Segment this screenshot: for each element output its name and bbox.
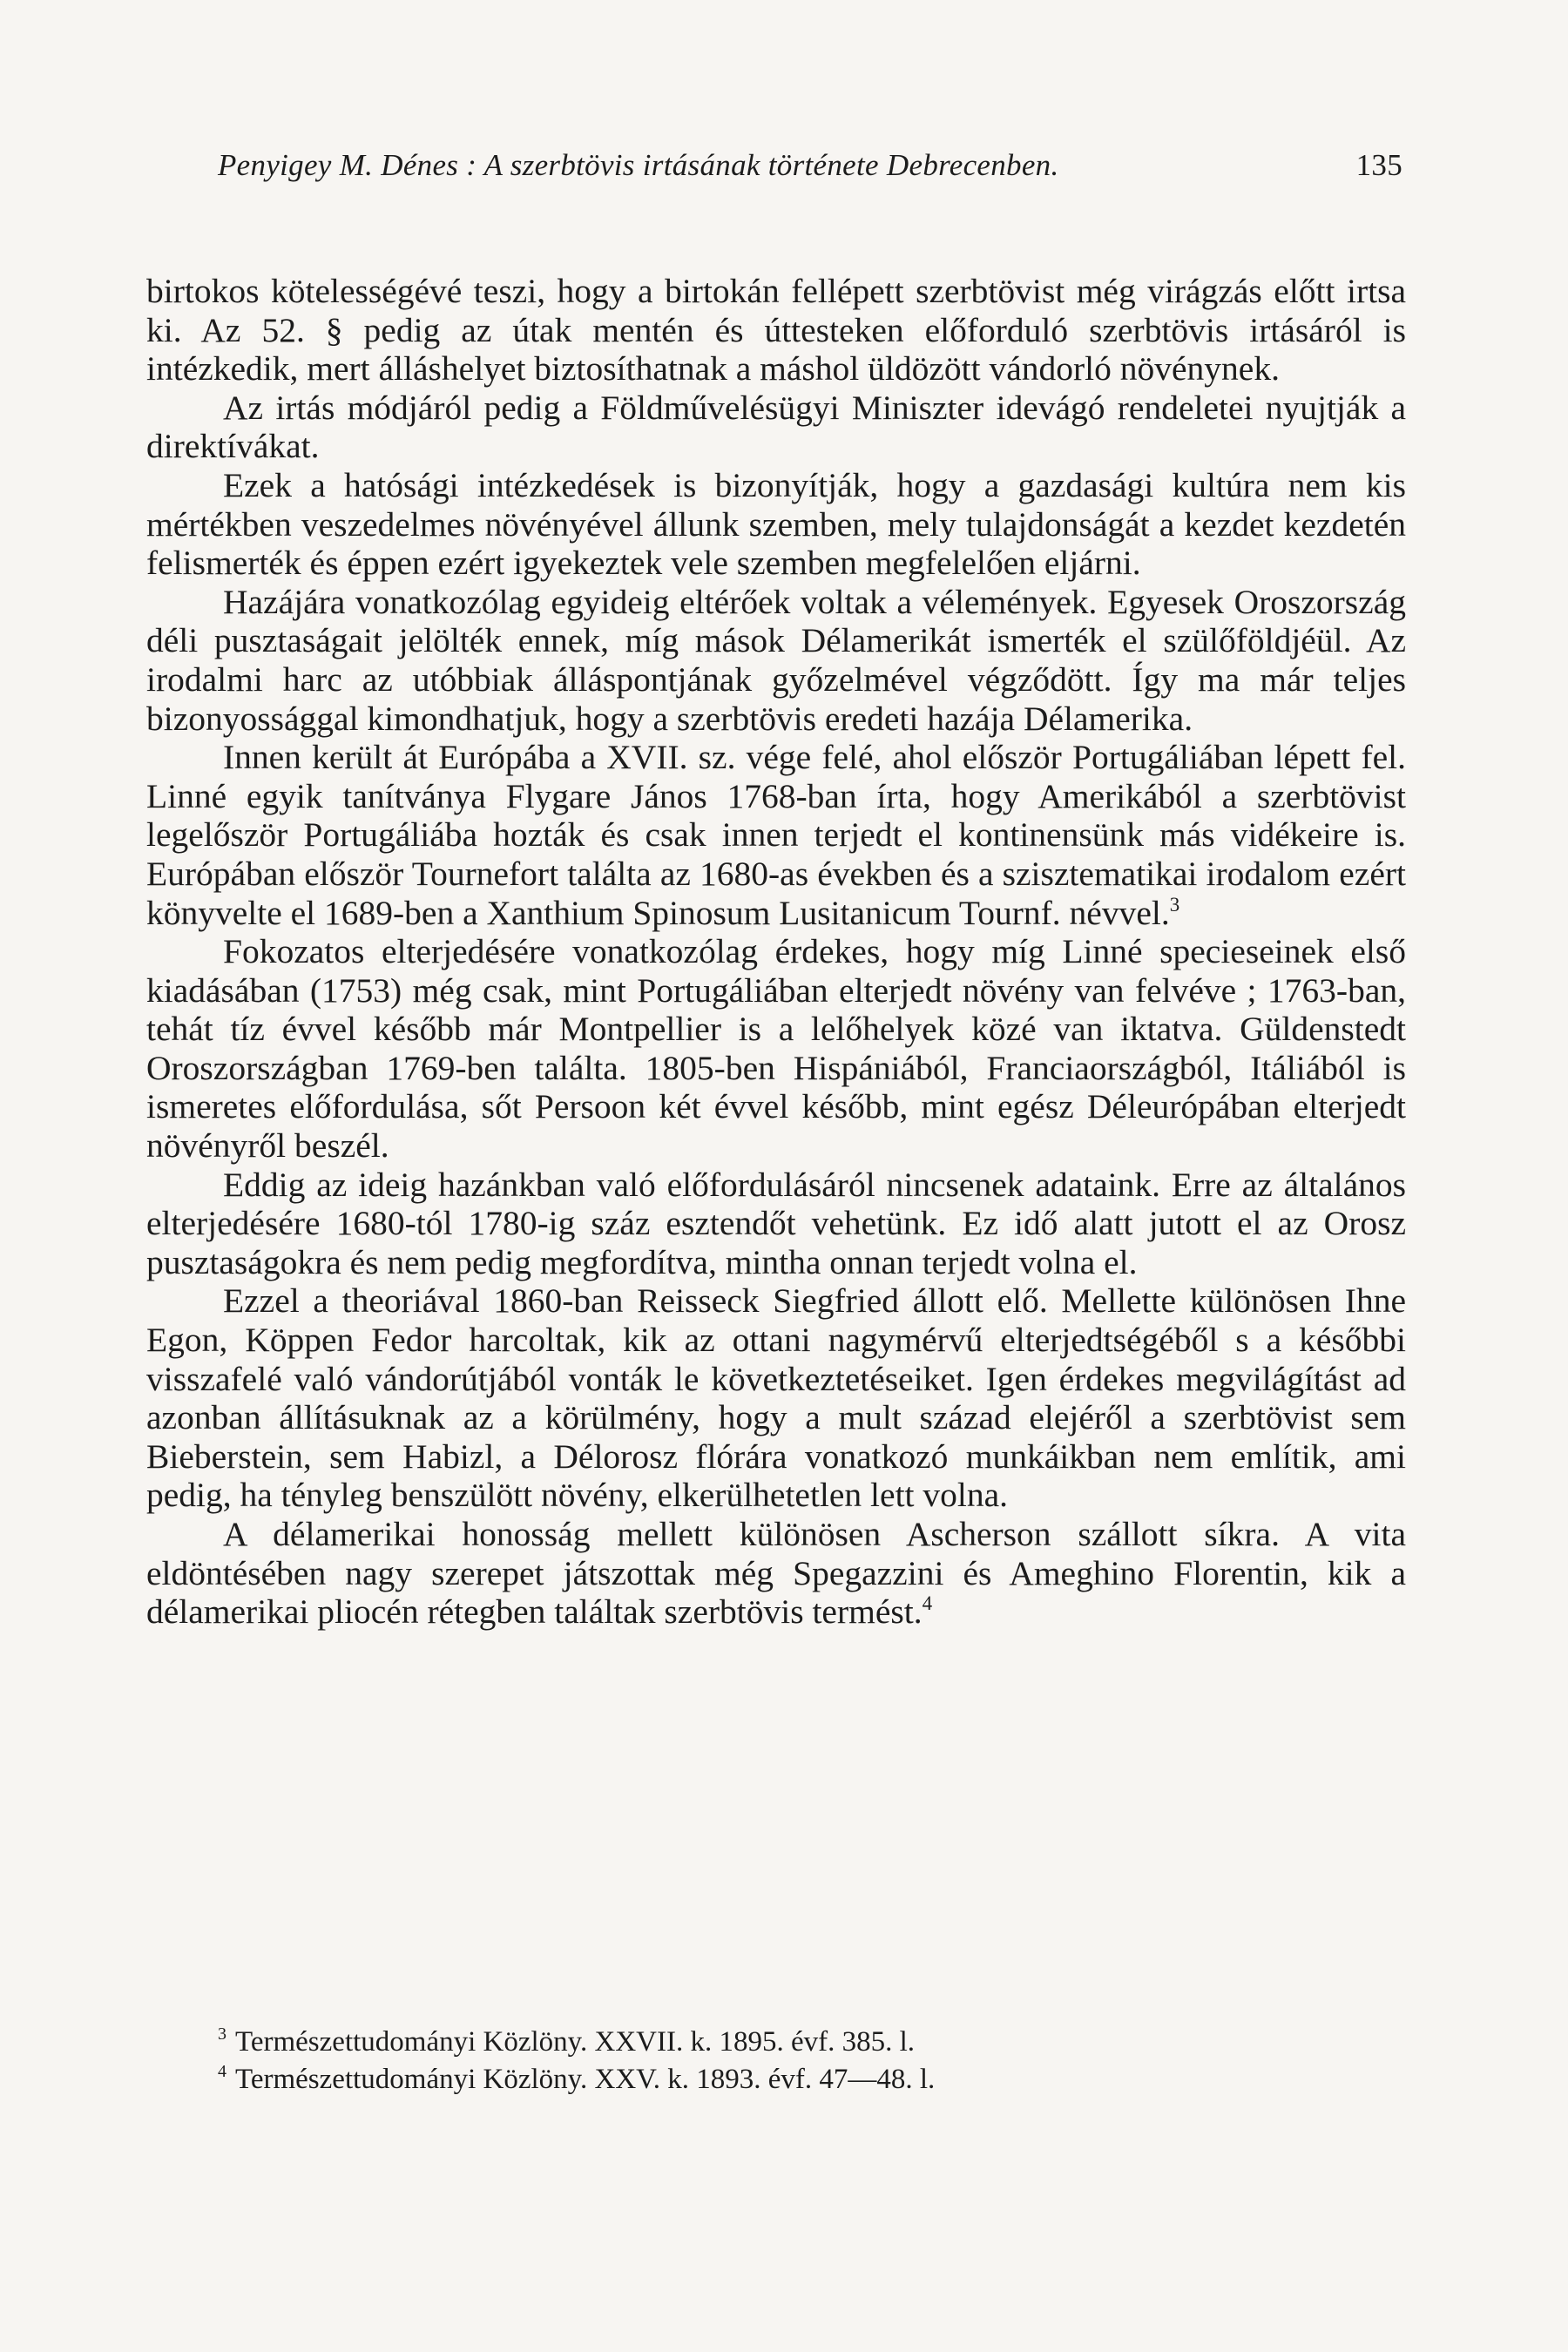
footnote-ref-4: 4 xyxy=(922,1592,933,1615)
paragraph-4: Hazájára vonatkozólag egyideig eltérőek voltak a vélemények. Egyesek Oroszország déli pusztaságait jelölték ennek, míg mások Délamerikát ismerték el szülőföldjéül. Az irodalmi harc az utóbbiak álláspontjának győzelmével végződött. Így ma már teljes bizonyossággal kimondhatjuk, hogy a szerbtövis eredeti hazája Délamerika. xyxy=(146,582,1406,738)
paragraph-9: A délamerikai honosság mellett különösen Ascherson szállott síkra. A vita eldöntésében nagy szerepet játszottak még Spegazzini és Ameghino Florentin, kik a délamerikai pliocén rétegben találtak szerbtövis termést.$^4$ xyxy=(146,1515,1406,1632)
paragraph-6: Fokozatos elterjedésére vonatkozólag érdekes, hogy míg Linné specieseinek első kiadásában (1753) még csak, mint Portugáliában elterjedt növény van felvéve ; 1763-ban, tehát tíz évvel később már Montpellier is a lelőhelyek közé van iktatva. Güldenstedt Oroszországban 1769-ben találta. 1805-ben Hispániából, Franciaországból, Itáliából is ismeretes előfordulása, sőt Persoon két évvel később, mint egész Déleurópában elterjedt növényről beszél. xyxy=(146,932,1406,1166)
paragraph-8: Ezzel a theoriával 1860-ban Reisseck Siegfried állott elő. Mellette különösen Ihne Egon, Köppen Fedor harcoltak, kik az ottani nagymérvű elterjedtségéből s a későbbi visszafelé való vándorútjából vonták le következtetéseiket. Igen érdekes megvilágítást ad azonban állításuknak az a körülmény, hogy a mult század elejéről a szerbtövist sem Bieberstein, sem Habizl, a Délorosz flórára vonatkozó munkáikban nem említik, ami pedig, ha tényleg benszülött növény, elkerülhetetlen lett volna. xyxy=(146,1281,1406,1515)
paragraph-2: Az irtás módjáról pedig a Földművelésügyi Miniszter idevágó rendeletei nyujtják a direktívákat. xyxy=(146,388,1406,466)
paragraph-1: birtokos kötelességévé teszi, hogy a birtokán fellépett szerbtövist még virágzás előtt irtsa ki. Az 52. § pedig az útak mentén és úttesteken előforduló szerbtövis irtásáról is intézkedik, mert álláshelyet biztosíthatnak a máshol üldözött vándorló növénynek. xyxy=(146,272,1406,389)
paragraph-5: Innen került át Európába a XVII. sz. vége felé, ahol először Portugáliában lépett fel. Linné egyik tanítványa Flygare János 1768-ban írta, hogy Amerikából a szerbtövist legelőször Portugáliába hozták és csak innen terjedt el kontinensünk más vidékeire is. Európában először Tournefort találta az 1680-as években és a szisztematikai irodalom ezért könyvelte el 1689-ben a Xanthium Spinosum Lusitanicum Tournf. névvel.$^3$ xyxy=(146,738,1406,932)
footnote-text: Természettudományi Közlöny. XXV. k. 1893. évf. 47—48. l. xyxy=(235,2064,936,2095)
body-text xyxy=(146,272,1406,1632)
paragraph-7: Eddig az ideig hazánkban való előfordulásáról nincsenek adataink. Erre az általános elterjedésére 1680-tól 1780-ig száz esztendőt vehetünk. Ez idő alatt jutott el az Orosz pusztaságokra és nem pedig megfordítva, mintha onnan terjedt volna el. xyxy=(146,1165,1406,1281)
footnote-mark: 3 xyxy=(218,2024,226,2044)
footnote-4 xyxy=(218,2061,1263,2099)
page-number: 135 xyxy=(1355,148,1402,182)
footnotes xyxy=(218,2024,1263,2099)
footnote-mark: 4 xyxy=(218,2062,226,2081)
running-title: Penyigey M. Dénes : A szerbtövis irtásának története Debrecenben. xyxy=(218,148,1059,182)
footnote-ref-3: 3 xyxy=(1169,893,1180,916)
footnote-text: Természettudományi Közlöny. XXVII. k. 1895. évf. 385. l. xyxy=(235,2026,916,2058)
footnote-3 xyxy=(218,2024,1263,2061)
paragraph-3: Ezek a hatósági intézkedések is bizonyítják, hogy a gazdasági kultúra nem kis mértékben veszedelmes növényével állunk szemben, mely tulajdonságát a kezdet kezdetén felismerték és éppen ezért igyekeztek vele szemben megfelelően eljárni. xyxy=(146,465,1406,583)
running-head xyxy=(218,148,1402,192)
